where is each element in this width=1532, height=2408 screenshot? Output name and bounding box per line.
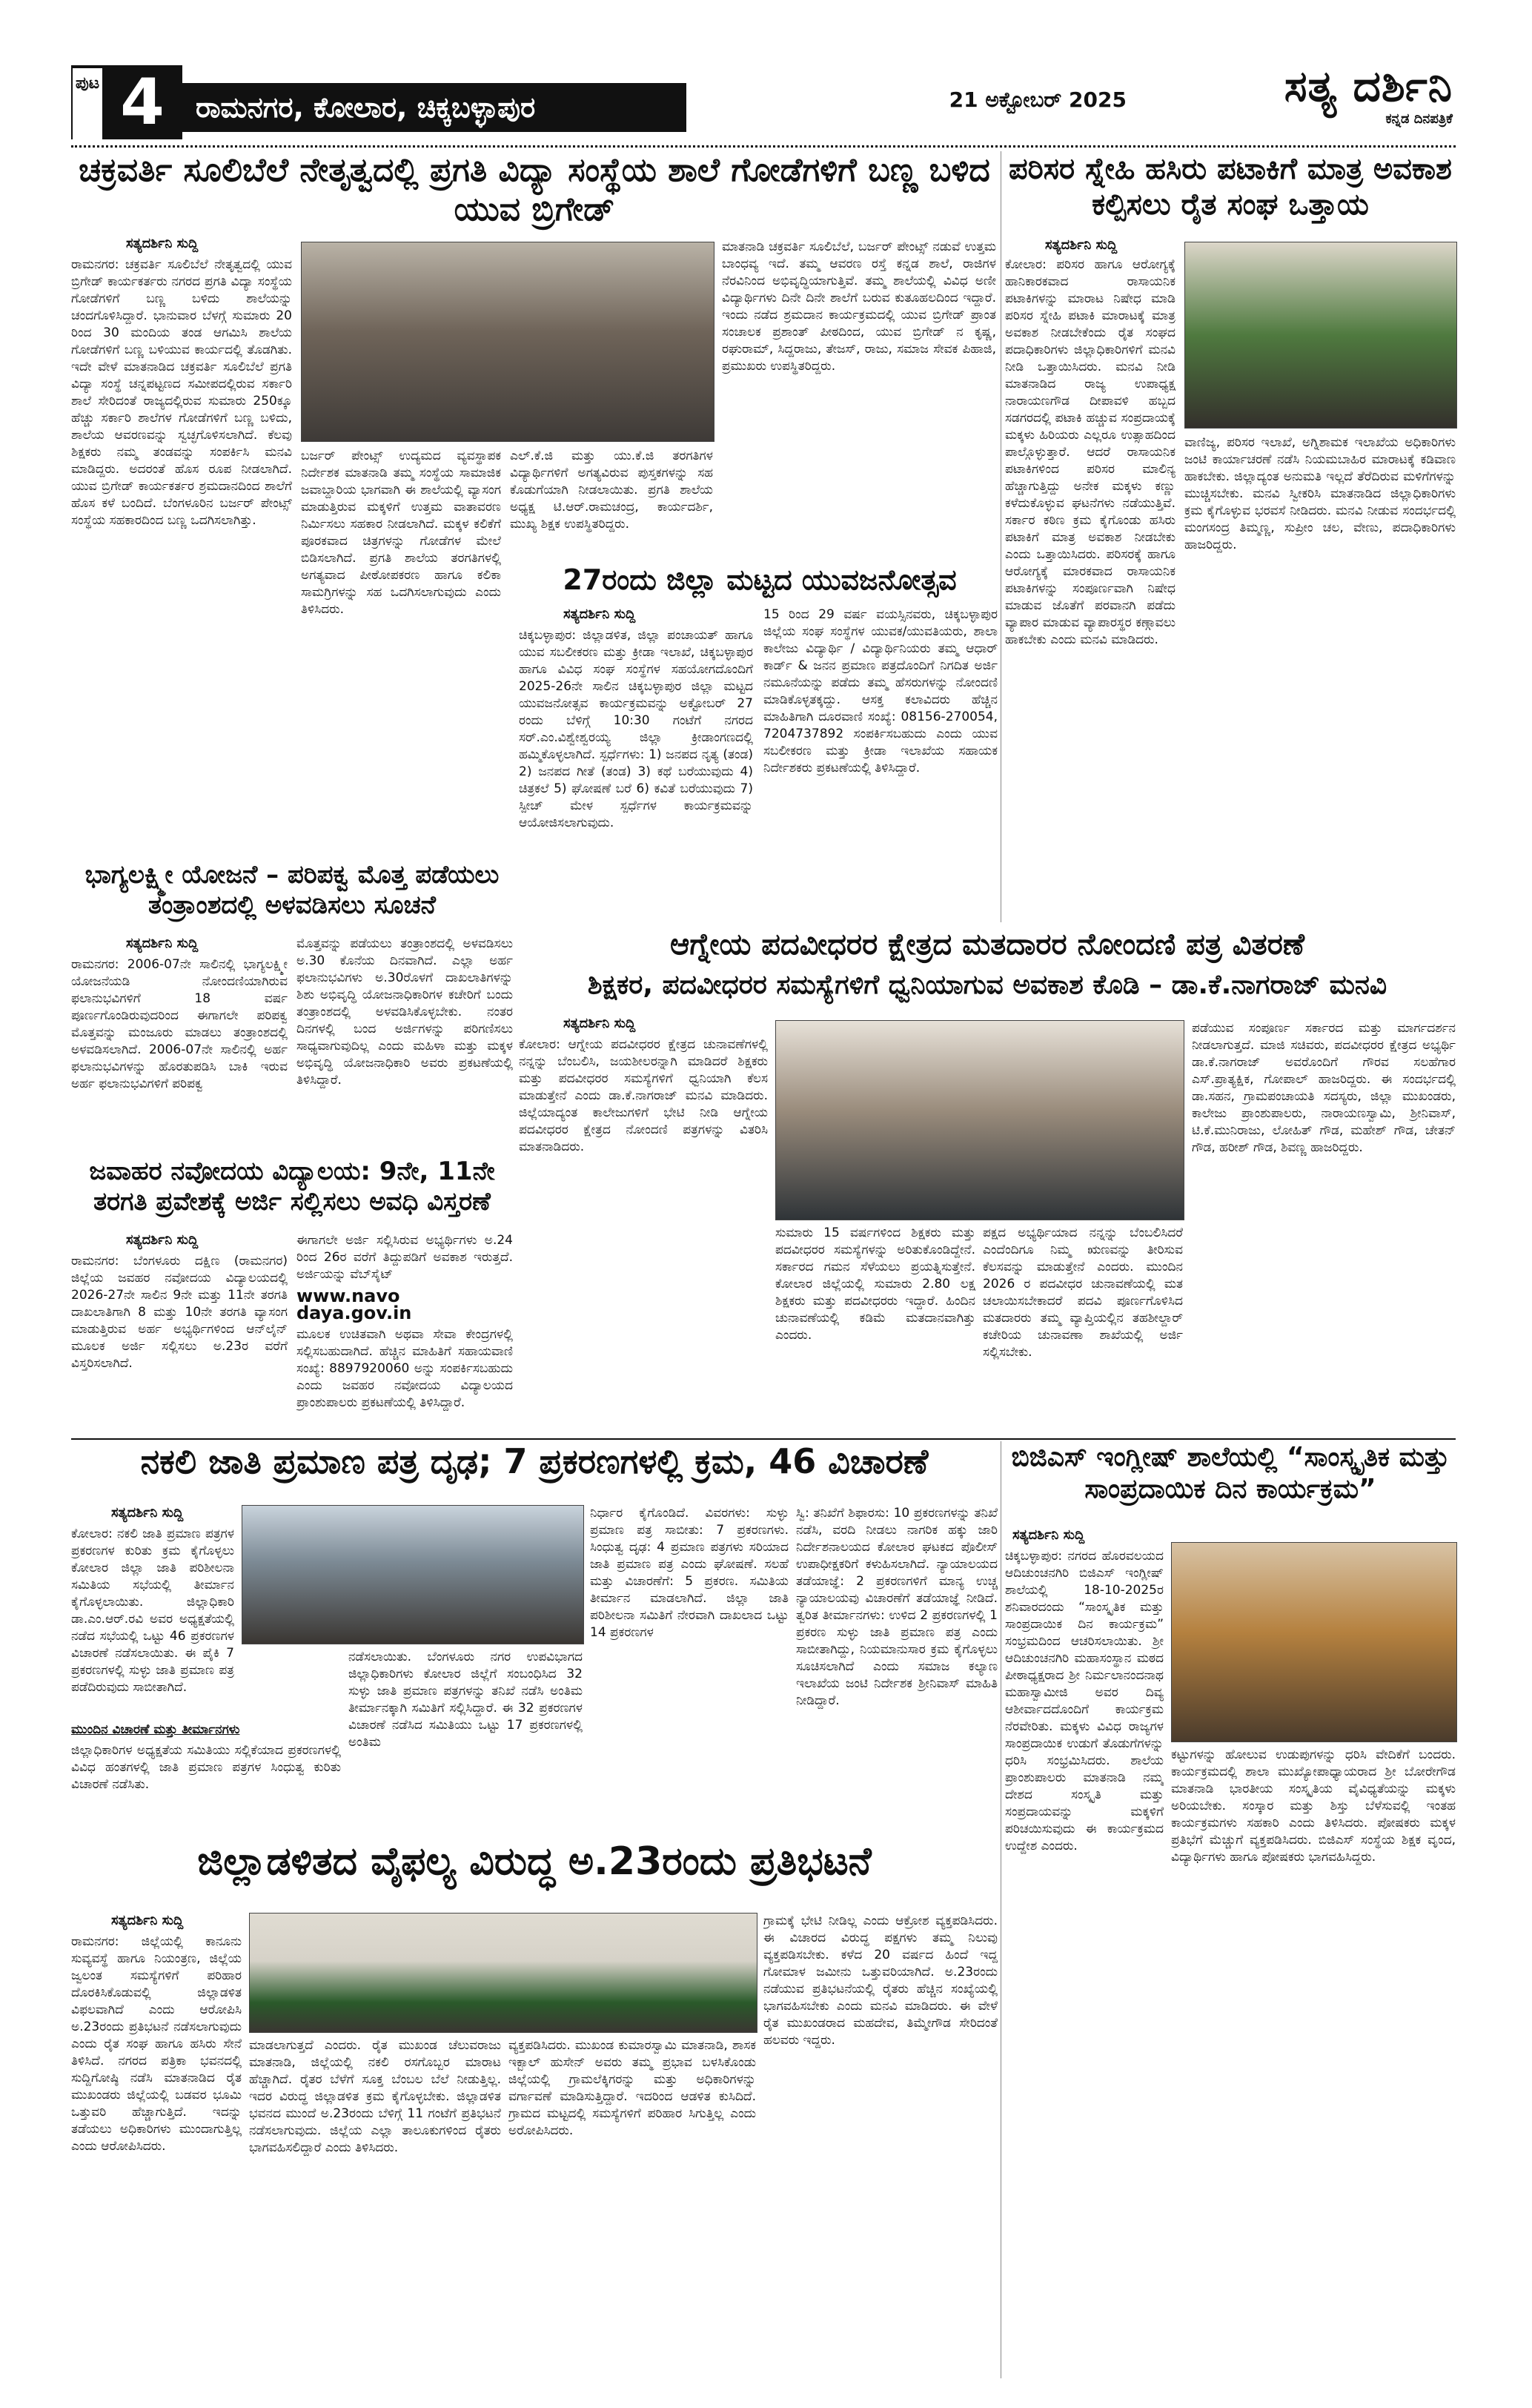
story3-headline: 27ರಂದು ಜಿಲ್ಲಾ ಮಟ್ಟದ ಯುವಜನೋತ್ಸವ [563, 563, 957, 596]
story1-photo-caption: ಎಲ್.ಕೆ.ಜಿ ಮತ್ತು ಯು.ಕೆ.ಜಿ ತರಗತಿಗಳ ವಿದ್ಯಾರ್ಥಿಗಳಿಗೆ ಅಗತ್ಯವಿರುವ ಪುಸ್ತಕಗಳನ್ನು ಸಹ ಕೊಡುಗೆಯಾಗಿ ನೀಡಲಾಯಿತು. ಪ್ರಗತಿ ಶಾಲೆಯ ಅಧ್ಯಕ್ಷ ಟಿ.ಆರ್.ರಾಮಚಂದ್ರ, ಕಾರ್ಯದರ್ಶಿ, ಮುಖ್ಯ ಶಿಕ್ಷಕ ಉಪಸ್ಥಿತರಿದ್ದರು. [510, 449, 713, 532]
story1-byline: ಸತ್ಯದರ್ಶಿನಿ ಸುದ್ದಿ [126, 236, 199, 251]
story1-column-3: ಮಾತನಾಡಿ ಚಕ್ರವರ್ತಿ ಸೂಲಿಬೆಲೆ, ಬರ್ಜರ್ ಪೇಂಟ್ಸ್ ನಡುವೆ ಉತ್ತಮ ಬಾಂಧವ್ಯ ಇದೆ. ತಮ್ಮ ಆವರಣ ರಸ್ತೆ ಕನ್ನಡ ಶಾಲೆ, ರಾಜಿಗಳ ನೆರವಿನಿಂದ ಅಭಿವೃದ್ಧಿಯಾಗುತ್ತಿವೆ. ತಮ್ಮ ಶಾಲೆಯಲ್ಲಿ ವಿವಿಧ ಅಣೀ ವಿದ್ಯಾರ್ಥಿಗಳು ದಿನೇ ದಿನೇ ಶಾಲೆಗೆ ಬರುವ ಕುತೂಹಲದಿಂದ ಇದ್ದಾರೆ. ಇಂದು ನಡೆದ ಶ್ರಮದಾನ ಕಾರ್ಯಕ್ರಮದಲ್ಲಿ ಯುವ ಬ್ರಿಗೇಡ್ ಪ್ರಾಂತ ಸಂಚಾಲಕ ಪ್ರಶಾಂತ್ ಪೀಠದಿಂದ, ಯುವ ಬ್ರಿಗೇಡ್ ನ ಕೃಷ್ಣ, ರಘುರಾಮ್, ಸಿದ್ದರಾಜು, ತೇಜಸ್, ರಾಜು, ಸಮಾಜ ಸೇವಕ ಪಿಹಾಜಿ, ಪ್ರಮುಖರು ಉಪಸ್ಥಿತರಿದ್ದರು. [722, 239, 996, 374]
story5-column-1: ರಾಮನಗರ: ಬೆಂಗಳೂರು ದಕ್ಷಿಣ (ರಾಮನಗರ) ಜಿಲ್ಲೆಯ ಜವಹರ ನವೋದಯ ವಿದ್ಯಾಲಯದಲ್ಲಿ 2026-27ನೇ ಸಾಲಿನ 9ನೇ ಮತ್ತು 11ನೇ ತರಗತಿ ದಾಖಲಾತಿಗಾಗಿ 8 ಮತ್ತು 10ನೇ ತರಗತಿ ವ್ಯಾಸಂಗ ಮಾಡುತ್ತಿರುವ ಅರ್ಹ ಅಭ್ಯರ್ಥಿಗಳಿಂದ ಆನ್‌ಲೈನ್ ಮೂಲಕ ಅರ್ಜಿ ಸಲ್ಲಿಸಲು ಅ.23ರ ವರೆಗೆ ವಿಸ್ತರಿಸಲಾಗಿದೆ. [71, 1254, 288, 1371]
story1-column-2: ಬರ್ಜರ್ ಪೇಂಟ್ಸ್ ಉದ್ಯಮದ ವ್ಯವಸ್ಥಾಪಕ ನಿರ್ದೇಶಕ ಮಾತನಾಡಿ ತಮ್ಮ ಸಂಸ್ಥೆಯ ಸಾಮಾಜಿಕ ಜವಾಬ್ದಾರಿಯ ಭಾಗವಾಗಿ ಈ ಶಾಲೆಯಲ್ಲಿ ವ್ಯಾಸಂಗ ಮಾಡುತ್ತಿರುವ ಮಕ್ಕಳಿಗೆ ಉತ್ತಮ ವಾತಾವರಣ ನಿರ್ಮಿಸಲು ಸಹಕಾರ ನೀಡಲಾಗಿದೆ. ಮಕ್ಕಳ ಕಲಿಕೆಗೆ ಪೂರಕವಾದ ಚಿತ್ರಗಳನ್ನು ಗೋಡೆಗಳ ಮೇಲೆ ಬಿಡಿಸಲಾಗಿದೆ. ಪ್ರಗತಿ ಶಾಲೆಯ ತರಗತಿಗಳಲ್ಲಿ ಅಗತ್ಯವಾದ ಪೀಠೋಪಕರಣ ಹಾಗೂ ಕಲಿಕಾ ಸಾಮಗ್ರಿಗಳನ್ನು ಸಹ ಒದಗಿಸಲಾಗುವುದು ಎಂದು ತಿಳಿಸಿದರು. [301, 449, 501, 617]
story6-subheadline: ಶಿಕ್ಷಕರ, ಪದವೀಧರರ ಸಮಸ್ಯೆಗಳಿಗೆ ಧ್ವನಿಯಾಗುವ ಅವಕಾಶ ಕೊಡಿ – ಡಾ.ಕೆ.ನಾಗರಾಜ್ ಮನವಿ [587, 970, 1387, 1000]
story6-photo [775, 1020, 1184, 1220]
story4-column-1: ರಾಮನಗರ: 2006-07ನೇ ಸಾಲಿನಲ್ಲಿ ಭಾಗ್ಯಲಕ್ಷ್ಮೀ ಯೋಜನೆಯಡಿ ನೋಂದಣಿಯಾಗಿರುವ ಫಲಾನುಭವಿಗಳಿಗೆ 18 ವರ್ಷ ಪೂರ್ಣಗೊಂಡಿರುವುದರಿಂದ ಈಗಾಗಲೇ ಪರಿಪಕ್ವ ಮೊತ್ತವನ್ನು ಮಂಜೂರು ಮಾಡಲು ತಂತ್ರಾಂಶದಲ್ಲಿ ಅಳವಡಿಸಲಾಗಿದೆ. 2006-07ನೇ ಸಾಲಿನಲ್ಲಿ ಅರ್ಹ ಫಲಾನುಭವಿಗಳನ್ನು ಹೊರತುಪಡಿಸಿ ಬಾಕಿ ಇರುವ ಅರ್ಹ ಫಲಾನುಭವಿಗಳಿಗೆ ಪರಿಪಕ್ವ [71, 957, 288, 1091]
story7-column-1: ಕೋಲಾರ: ನಕಲಿ ಜಾತಿ ಪ್ರಮಾಣ ಪತ್ರಗಳ ಪ್ರಕರಣಗಳ ಕುರಿತು ಕ್ರಮ ಕೈಗೊಳ್ಳಲು ಕೋಲಾರ ಜಿಲ್ಲಾ ಜಾತಿ ಪರಿಶೀಲನಾ ಸಮಿತಿಯ ಸಭೆಯಲ್ಲಿ ತೀರ್ಮಾನ ಕೈಗೊಳ್ಳಲಾಯಿತು. ಜಿಲ್ಲಾಧಿಕಾರಿ ಡಾ.ಎಂ.ಆರ್.ರವಿ ಅವರ ಅಧ್ಯಕ್ಷತೆಯಲ್ಲಿ ನಡೆದ ಸಭೆಯಲ್ಲಿ ಒಟ್ಟು 46 ಪ್ರಕರಣಗಳ ವಿಚಾರಣೆ ನಡೆಸಲಾಯಿತು. ಈ ಪೈಕಿ 7 ಪ್ರಕರಣಗಳಲ್ಲಿ ಸುಳ್ಳು ಜಾತಿ ಪ್ರಮಾಣ ಪತ್ರ ಪಡೆದಿರುವುದು ಸಾಬೀತಾಗಿದೆ. [71, 1526, 234, 1695]
story6-column-4: ಪಡೆಯುವ ಸಂಪೂರ್ಣ ಸರ್ಕಾರದ ಮತ್ತು ಮಾರ್ಗದರ್ಶನ ನೀಡಲಾಗುತ್ತದೆ. ಮಾಜಿ ಸಚಿವರು, ಪದವೀಧರರ ಕ್ಷೇತ್ರದ ಅಭ್ಯರ್ಥಿ ಡಾ.ಕೆ.ನಾಗರಾಜ್ ಅವರೊಂದಿಗೆ ಗೌರವ ಸಲಹೆಗಾರ ಎಸ್.ಪ್ರಾತ್ಯಕ್ಷಿಕ, ಗೋಪಾಲ್ ಹಾಜರಿದ್ದರು. ಈ ಸಂದರ್ಭದಲ್ಲಿ ಡಾ.ಸಹನ, ಗ್ರಾಮಪಂಚಾಯತಿ ಸದಸ್ಯರು, ಜಿಲ್ಲಾ ಮುಖಂಡರು, ಕಾಲೇಜು ಪ್ರಾಂಶುಪಾಲರು, ನಾರಾಯಣಸ್ವಾಮಿ, ಶ್ರೀನಿವಾಸ್, ಟಿ.ಕೆ.ಮುನಿರಾಜು, ಲೋಹಿತ್ ಗೌಡ, ಮಹೇಶ್ ಗೌಡ, ಚೇತನ್ ಗೌಡ, ಹರೀಶ್ ಗೌಡ, ಶಿವಣ್ಣ ಹಾಜರಿದ್ದರು. [1192, 1021, 1456, 1155]
story4-headline: ಭಾಗ್ಯಲಕ್ಷ್ಮೀ ಯೋಜನೆ – ಪರಿಪಕ್ವ ಮೊತ್ತ ಪಡೆಯಲು ತಂತ್ರಾಂಶದಲ್ಲಿ ಅಳವಡಿಸಲು ಸೂಚನೆ [84, 860, 500, 920]
story7-column-1b: ಜಿಲ್ಲಾಧಿಕಾರಿಗಳ ಅಧ್ಯಕ್ಷತೆಯ ಸಮಿತಿಯು ಸಲ್ಲಿಕೆಯಾದ ಪ್ರಕರಣಗಳಲ್ಲಿ ವಿವಿಧ ಹಂತಗಳಲ್ಲಿ ಜಾತಿ ಪ್ರಮಾಣ ಪತ್ರಗಳ ಸಿಂಧುತ್ವ ಕುರಿತು ವಿಚಾರಣೆ ನಡೆಸಿತು. [71, 1743, 341, 1792]
story9-photo [249, 1913, 757, 2033]
section-title: ರಾಮನಗರ, ಕೋಲಾರ, ಚಿಕ್ಕಬಳ್ಳಾಪುರ [182, 83, 686, 132]
navodaya-url: www.navo daya.gov.in [296, 1286, 412, 1323]
story4-byline: ಸತ್ಯದರ್ಶಿನಿ ಸುದ್ದಿ [126, 936, 199, 951]
story5-byline: ಸತ್ಯದರ್ಶಿನಿ ಸುದ್ದಿ [126, 1232, 199, 1248]
story2-photo [1184, 242, 1457, 429]
masthead: ಸತ್ಯ ದರ್ಶಿನಿ [1284, 61, 1453, 111]
story7-column-4: ಸ್ವಿ: ತನಿಖೆಗೆ ಶಿಫಾರಸು: 10 ಪ್ರಕರಣಗಳನ್ನು ತನಿಖೆ ನಡೆಸಿ, ವರದಿ ನೀಡಲು ನಾಗರಿಕ ಹಕ್ಕು ಜಾರಿ ನಿರ್ದೇಶನಾಲಯದ ಕೋಲಾರ ಘಟಕದ ಪೊಲೀಸ್ ಉಪಾಧೀಕ್ಷಕರಿಗೆ ಕಳುಹಿಸಲಾಗಿದೆ. ನ್ಯಾಯಾಲಯದ ತಡೆಯಾಜ್ಞೆ: 2 ಪ್ರಕರಣಗಳಿಗೆ ಮಾನ್ಯ ಉಚ್ಚ ನ್ಯಾಯಾಲಯವು ವಿಚಾರಣೆಗೆ ತಡೆಯಾಜ್ಞೆ ನೀಡಿದೆ. ತ್ವರಿತ ತೀರ್ಮಾನಗಳು: ಉಳಿದ 2 ಪ್ರಕರಣಗಳಲ್ಲಿ 1 ಪ್ರಕರಣ ಸುಳ್ಳು ಜಾತಿ ಪ್ರಮಾಣ ಪತ್ರ ಎಂದು ಸಾಬೀತಾಗಿದ್ದು, ನಿಯಮಾನುಸಾರ ಕ್ರಮ ಕೈಗೊಳ್ಳಲು ಸೂಚಿಸಲಾಗಿದೆ ಎಂದು ಸಮಾಜ ಕಲ್ಯಾಣ ಇಲಾಖೆಯ ಜಂಟಿ ನಿರ್ದೇಶಕ ಶ್ರೀನಿವಾಸ್ ಮಾಹಿತಿ ನೀಡಿದ್ದಾರೆ. [796, 1506, 998, 1708]
story1-photo [301, 242, 714, 442]
masthead-tagline: ಕನ್ನಡ ದಿನಪತ್ರಿಕೆ [1385, 111, 1453, 127]
story7-photo [242, 1505, 584, 1644]
story8-byline: ಸತ್ಯದರ್ಶಿನಿ ಸುದ್ದಿ [1012, 1527, 1085, 1543]
story1-column-1: ರಾಮನಗರ: ಚಕ್ರವರ್ತಿ ಸೂಲಿಬೆಲೆ ನೇತೃತ್ವದಲ್ಲಿ ಯುವ ಬ್ರಿಗೇಡ್ ಕಾರ್ಯಕರ್ತರು ನಗರದ ಪ್ರಗತಿ ವಿದ್ಯಾ ಸಂಸ್ಥೆಯ ಗೋಡೆಗಳಿಗೆ ಬಣ್ಣ ಬಳಿದು ಶಾಲೆಯನ್ನು ಚಂದಗೊಳಿಸಿದ್ದಾರೆ. ಭಾನುವಾರ ಬೆಳಗ್ಗೆ ಸುಮಾರು 20 ರಿಂದ 30 ಮಂದಿಯ ತಂಡ ಆಗಮಿಸಿ ಶಾಲೆಯ ಗೋಡೆಗಳಿಗೆ ಬಣ್ಣ ಬಳಿಯುವ ಕಾರ್ಯದಲ್ಲಿ ತೊಡಗಿತು. ಇದೇ ವೇಳೆ ಮಾತನಾಡಿದ ಚಕ್ರವರ್ತಿ ಸೂಲಿಬೆಲೆ ಪ್ರಗತಿ ವಿದ್ಯಾ ಸಂಸ್ಥೆ ಚನ್ನಪಟ್ಟಣದ ಸಮೀಪದಲ್ಲಿರುವ ಸರ್ಕಾರಿ ಶಾಲೆ ಸೇರಿದಂತೆ ರಾಜ್ಯದಲ್ಲಿರುವ ಸುಮಾರು 250ಕ್ಕೂ ಹೆಚ್ಚು ಸರ್ಕಾರಿ ಶಾಲೆಗಳ ಗೋಡೆಗಳಿಗೆ ಬಣ್ಣ ಬಳಿದು, ಶಾಲೆಯ ಆವರಣವನ್ನು ಸ್ವಚ್ಛಗೊಳಿಸಲಾಗಿದೆ. ಕೆಲವು ಶಿಕ್ಷಕರು ನಮ್ಮ ತಂಡವನ್ನು ಸಂಪರ್ಕಿಸಿ ಮನವಿ ಮಾಡಿದ್ದರು. ಅದರಂತೆ ಹೊಸ ರೂಪ ನೀಡಲಾಗಿದೆ. ಯುವ ಬ್ರಿಗೇಡ್ ಕಾರ್ಯಕರ್ತರ ಶ್ರಮದಾನದಿಂದ ಶಾಲೆಗೆ ಹೊಸ ಕಳೆ ಬಂದಿದೆ. ಬೆಂಗಳೂರಿನ ಬರ್ಜರ್ ಪೇಂಟ್ಸ್ ಸಂಸ್ಥೆಯ ಸಹಕಾರದಿಂದ ಬಣ್ಣ ಒದಗಿಸಲಾಗಿತ್ತು. [71, 257, 292, 528]
story3-byline: ಸತ್ಯದರ್ಶಿನಿ ಸುದ್ದಿ [563, 606, 636, 622]
story8-column-1: ಚಿಕ್ಕಬಳ್ಳಾಪುರ: ನಗರದ ಹೊರವಲಯದ ಆದಿಚುಂಚನಗಿರಿ ಬಿಜಿಎಸ್ ಇಂಗ್ಲೀಷ್ ಶಾಲೆಯಲ್ಲಿ 18-10-2025ರ ಶನಿವಾರದಂದು “ಸಾಂಸ್ಕೃತಿಕ ಮತ್ತು ಸಾಂಪ್ರದಾಯಿಕ ದಿನ ಕಾರ್ಯಕ್ರಮ” ಸಂಭ್ರಮದಿಂದ ಆಚರಿಸಲಾಯಿತು. ಶ್ರೀ ಆದಿಚುಂಚನಗಿರಿ ಮಹಾಸಂಸ್ಥಾನ ಮಠದ ಪೀಠಾಧ್ಯಕ್ಷರಾದ ಶ್ರೀ ನಿರ್ಮಲಾನಂದನಾಥ ಮಹಾಸ್ವಾಮೀಜಿ ಅವರ ದಿವ್ಯ ಆಶೀರ್ವಾದದೊಂದಿಗೆ ಕಾರ್ಯಕ್ರಮ ನೆರವೇರಿತು. ಮಕ್ಕಳು ವಿವಿಧ ರಾಜ್ಯಗಳ ಸಾಂಪ್ರದಾಯಿಕ ಉಡುಗೆ ತೊಡುಗೆಗಳನ್ನು ಧರಿಸಿ ಸಂಭ್ರಮಿಸಿದರು. ಶಾಲೆಯ ಪ್ರಾಂಶುಪಾಲರು ಮಾತನಾಡಿ ನಮ್ಮ ದೇಶದ ಸಂಸ್ಕೃತಿ ಮತ್ತು ಸಂಪ್ರದಾಯವನ್ನು ಮಕ್ಕಳಿಗೆ ಪರಿಚಯಿಸುವುದು ಈ ಕಾರ್ಯಕ್ರಮದ ಉದ್ದೇಶ ಎಂದರು. [1005, 1549, 1164, 1853]
story9-column-3: ವ್ಯಕ್ತಪಡಿಸಿದರು. ಮುಖಂಡ ಕುಮಾರಸ್ವಾಮಿ ಮಾತನಾಡಿ, ಶಾಸಕ ಇಕ್ಬಾಲ್ ಹುಸೇನ್ ಅವರು ತಮ್ಮ ಪ್ರಭಾವ ಬಳಸಿಕೊಂಡು ಜಿಲ್ಲೆಯಲ್ಲಿ ಗ್ರಾಮಲೆಕ್ಕಿಗರನ್ನು ಮತ್ತು ಅಧಿಕಾರಿಗಳನ್ನು ವರ್ಗಾವಣೆ ಮಾಡಿಸುತ್ತಿದ್ದಾರೆ. ಇದರಿಂದ ಆಡಳಿತ ಕುಸಿದಿದೆ. ಗ್ರಾಮದ ಮಟ್ಟದಲ್ಲಿ ಸಮಸ್ಯೆಗಳಿಗೆ ಪರಿಹಾರ ಸಿಗುತ್ತಿಲ್ಲ ಎಂದು ಅರೋಪಿಸಿದರು. [508, 2038, 756, 2138]
story6-headline: ಆಗ್ನೇಯ ಪದವೀಧರರ ಕ್ಷೇತ್ರದ ಮತದಾರರ ನೋಂದಣಿ ಪತ್ರ ವಿತರಣೆ [669, 927, 1305, 962]
story9-headline: ಜಿಲ್ಲಾಡಳಿತದ ವೈಫಲ್ಯ ವಿರುದ್ಧ ಅ.23ರಂದು ಪ್ರತಿಭಟನೆ [197, 1839, 872, 1884]
header-rule [71, 145, 1456, 148]
story7-byline: ಸತ್ಯದರ್ಶಿನಿ ಸುದ್ದಿ [111, 1505, 184, 1521]
story6-column-3: ಪಕ್ಷದ ಅಭ್ಯರ್ಥಿಯಾದ ನನ್ನನ್ನು ಬೆಂಬಲಿಸಿದರೆ ಎಂದೆಂದಿಗೂ ನಿಮ್ಮ ಋಣವನ್ನು ತೀರಿಸುವ ಕೆಲಸವನ್ನು ಮಾಡುತ್ತೇನೆ ಎಂದರು. ಮುಂದಿನ 2026 ರ ಪದವೀಧರ ಚುನಾವಣೆಯಲ್ಲಿ ಮತ ಚಲಾಯಿಸಬೇಕಾದರೆ ಪದವಿ ಪೂರ್ಣಗೊಳಿಸಿದ ಮತದಾರರು ತಮ್ಮ ವ್ಯಾಪ್ತಿಯಲ್ಲಿನ ತಹಶೀಲ್ದಾರ್ ಕಚೇರಿಯ ಚುನಾವಣಾ ಶಾಖೆಯಲ್ಲಿ ಅರ್ಜಿ ಸಲ್ಲಿಸಬೇಕು. [983, 1226, 1183, 1360]
story2-column-2: ವಾಣಿಜ್ಯ, ಪರಿಸರ ಇಲಾಖೆ, ಅಗ್ನಿಶಾಮಕ ಇಲಾಖೆಯ ಅಧಿಕಾರಿಗಳು ಜಂಟಿ ಕಾರ್ಯಾಚರಣೆ ನಡೆಸಿ ನಿಯಮಬಾಹಿರ ಮಾರಾಟಕ್ಕೆ ಕಡಿವಾಣ ಹಾಕಬೇಕು. ಜಿಲ್ಲಾದ್ಯಂತ ಅನುಮತಿ ಇಲ್ಲದೆ ತೆರೆದಿರುವ ಮಳಿಗೆಗಳನ್ನು ಮುಚ್ಚಿಸಬೇಕು. ಮನವಿ ಸ್ವೀಕರಿಸಿ ಮಾತನಾಡಿದ ಜಿಲ್ಲಾಧಿಕಾರಿಗಳು ಕ್ರಮ ಕೈಗೊಳ್ಳುವ ಭರವಸೆ ನೀಡಿದರು. ಮನವಿ ನೀಡುವ ಸಂದರ್ಭದಲ್ಲಿ ಮಂಗಸಂದ್ರ ತಿಮ್ಮಣ್ಣ, ಸುಪ್ರೀಂ ಚಲ, ವೇಣು, ಪದಾಧಿಕಾರಿಗಳು ಹಾಜರಿದ್ದರು. [1184, 435, 1456, 552]
story7-column-3: ನಿರ್ಧಾರ ಕೈಗೊಂಡಿದೆ. ವಿವರಗಳು: ಸುಳ್ಳು ಪ್ರಮಾಣ ಪತ್ರ ಸಾಬೀತು: 7 ಪ್ರಕರಣಗಳು. ಸಿಂಧುತ್ವ ದೃಢ: 4 ಪ್ರಮಾಣ ಪತ್ರಗಳು ಸರಿಯಾದ ಜಾತಿ ಪ್ರಮಾಣ ಪತ್ರ ಎಂದು ಘೋಷಣೆ. ಸಲಹೆ ಮತ್ತು ವಿಚಾರಣೆಗೆ: 5 ಪ್ರಕರಣ. ಸಮಿತಿಯ ತೀರ್ಮಾನ ಮಾಡಲಾಗಿದೆ. ಜಿಲ್ಲಾ ಜಾತಿ ಪರಿಶೀಲನಾ ಸಮಿತಿಗೆ ನೇರವಾಗಿ ದಾಖಲಾದ ಒಟ್ಟು 14 ಪ್ರಕರಣಗಳ [590, 1506, 789, 1640]
story5-column-2: ಈಗಾಗಲೇ ಅರ್ಜಿ ಸಲ್ಲಿಸಿರುವ ಅಭ್ಯರ್ಥಿಗಳು ಅ.24 ರಿಂದ 26ರ ವರೆಗೆ ತಿದ್ದುಪಡಿಗೆ ಅವಕಾಶ ಇರುತ್ತದೆ. ಅರ್ಜಿಯನ್ನು ವೆಬ್‌ಸೈಟ್ www.navo daya.gov.in ಮೂಲಕ ಉಚಿತವಾಗಿ ಅಥವಾ ಸೇವಾ ಕೇಂದ್ರಗಳಲ್ಲಿ ಸಲ್ಲಿಸಬಹುದಾಗಿದೆ. ಹೆಚ್ಚಿನ ಮಾಹಿತಿಗೆ ಸಹಾಯವಾಣಿ ಸಂಖ್ಯೆ: 8897920060 ಅನ್ನು ಸಂಪರ್ಕಿಸಬಹುದು ಎಂದು ಜವಹರ ನವೋದಯ ವಿದ್ಯಾಲಯದ ಪ್ರಾಂಶುಪಾಲರು ಪ್ರಕಟಣೆಯಲ್ಲಿ ತಿಳಿಸಿದ್ದಾರೆ. [296, 1233, 513, 1410]
story2-column-1: ಕೋಲಾರ: ಪರಿಸರ ಹಾಗೂ ಆರೋಗ್ಯಕ್ಕೆ ಹಾನಿಕಾರಕವಾದ ರಾಸಾಯನಿಕ ಪಟಾಕಿಗಳನ್ನು ಮಾರಾಟ ನಿಷೇಧ ಮಾಡಿ ಪರಿಸರ ಸ್ನೇಹಿ ಪಟಾಕಿ ಮಾರಾಟಕ್ಕೆ ಮಾತ್ರ ಅವಕಾಶ ನೀಡಬೇಕೆಂದು ರೈತ ಸಂಘದ ಪದಾಧಿಕಾರಿಗಳು ಜಿಲ್ಲಾಧಿಕಾರಿಗಳಿಗೆ ಮನವಿ ನೀಡಿ ಒತ್ತಾಯಿಸಿದರು. ಮನವಿ ನೀಡಿ ಮಾತನಾಡಿದ ರಾಜ್ಯ ಉಪಾಧ್ಯಕ್ಷ ನಾರಾಯಣಗೌಡ ದೀಪಾವಳಿ ಹಬ್ಬದ ಸಡಗರದಲ್ಲಿ ಪಟಾಕಿ ಹಚ್ಚುವ ಸಂಪ್ರದಾಯಕ್ಕೆ ಮಕ್ಕಳು ಹಿರಿಯರು ಎಲ್ಲರೂ ಉತ್ಸಾಹದಿಂದ ಪಾಲ್ಗೊಳ್ಳುತ್ತಾರೆ. ಆದರೆ ರಾಸಾಯನಿಕ ಪಟಾಕಿಗಳಿಂದ ಪರಿಸರ ಮಾಲಿನ್ಯ ಹೆಚ್ಚಾಗುತ್ತಿದ್ದು ಅನೇಕ ಮಕ್ಕಳು ಕಣ್ಣು ಕಳೆದುಕೊಳ್ಳುವ ಘಟನೆಗಳು ನಡೆಯುತ್ತಿವೆ. ಸರ್ಕಾರ ಕಠಿಣ ಕ್ರಮ ಕೈಗೊಂಡು ಹಸಿರು ಪಟಾಕಿಗೆ ಮಾತ್ರ ಅವಕಾಶ ನೀಡಬೇಕು ಎಂದು ಒತ್ತಾಯಿಸಿದರು. ಪರಿಸರಕ್ಕೆ ಹಾಗೂ ಆರೋಗ್ಯಕ್ಕೆ ಮಾರಕವಾದ ರಾಸಾಯನಿಕ ಪಟಾಕಿಗಳನ್ನು ಸಂಪೂರ್ಣವಾಗಿ ನಿಷೇಧ ಮಾಡುವ ಜೊತೆಗೆ ಪರವಾನಗಿ ಪಡೆದು ವ್ಯಾಪಾರ ಮಾಡುವ ವ್ಯಾಪಾರಸ್ಥರ ಕಣ್ಗಾವಲು ಹಾಕಬೇಕು ಎಂದು ಮನವಿ ಮಾಡಿದರು. [1005, 257, 1175, 647]
story8-headline: ಬಿಜಿಎಸ್ ಇಂಗ್ಲೀಷ್ ಶಾಲೆಯಲ್ಲಿ “ಸಾಂಸ್ಕೃತಿಕ ಮತ್ತು ಸಾಂಪ್ರದಾಯಿಕ ದಿನ ಕಾರ್ಯಕ್ರಮ” [1011, 1442, 1450, 1505]
story9-column-4: ಗ್ರಾಮಕ್ಕೆ ಭೇಟಿ ನೀಡಿಲ್ಲ ಎಂದು ಆಕ್ರೋಶ ವ್ಯಕ್ತಪಡಿಸಿದರು. ಈ ವಿಚಾರದ ವಿರುದ್ಧ ಪಕ್ಷಗಳು ತಮ್ಮ ನಿಲುವು ವ್ಯಕ್ತಪಡಿಸಬೇಕು. ಕಳೆದ 20 ವರ್ಷದ ಹಿಂದೆ ಇದ್ದ ಗೋಮಾಳ ಜಮೀನು ಒತ್ತುವರಿಯಾಗಿದೆ. ಅ.23ರಂದು ನಡೆಯುವ ಪ್ರತಿಭಟನೆಯಲ್ಲಿ ರೈತರು ಹೆಚ್ಚಿನ ಸಂಖ್ಯೆಯಲ್ಲಿ ಭಾಗವಹಿಸಬೇಕು ಎಂದು ಮನವಿ ಮಾಡಿದರು. ಈ ವೇಳೆ ರೈತ ಮುಖಂಡರಾದ ಮಹದೇವ, ತಿಮ್ಮೇಗೌಡ ಸೇರಿದಂತೆ ಹಲವರು ಇದ್ದರು. [763, 1914, 998, 2048]
story9-byline: ಸತ್ಯದರ್ಶಿನಿ ಸುದ್ದಿ [111, 1913, 184, 1928]
story6-photo-caption: ಸುಮಾರು 15 ವರ್ಷಗಳಿಂದ ಶಿಕ್ಷಕರು ಮತ್ತು ಪದವೀಧರರ ಸಮಸ್ಯೆಗಳನ್ನು ಅರಿತುಕೊಂಡಿದ್ದೇನೆ. ಸರ್ಕಾರದ ಗಮನ ಸೆಳೆಯಲು ಪ್ರಯತ್ನಿಸುತ್ತೇನೆ. ಕೋಲಾರ ಜಿಲ್ಲೆಯಲ್ಲಿ ಸುಮಾರು 2.80 ಲಕ್ಷ ಶಿಕ್ಷಕರು ಮತ್ತು ಪದವೀಧರರು ಇದ್ದಾರೆ. ಹಿಂದಿನ ಚುನಾವಣೆಯಲ್ಲಿ ಕಡಿಮೆ ಮತದಾನವಾಗಿತ್ತು ಎಂದರು. [775, 1226, 975, 1343]
page-number: 4 [120, 65, 165, 139]
story8-column-2: ಕಟ್ಟುಗಳನ್ನು ಹೋಲುವ ಉಡುಪುಗಳನ್ನು ಧರಿಸಿ ವೇದಿಕೆಗೆ ಬಂದರು. ಕಾರ್ಯಕ್ರಮದಲ್ಲಿ ಶಾಲಾ ಮುಖ್ಯೋಪಾಧ್ಯಾಯರಾದ ಶ್ರೀ ಬೋರೇಗೌಡ ಮಾತನಾಡಿ ಭಾರತೀಯ ಸಂಸ್ಕೃತಿಯ ವೈವಿಧ್ಯತೆಯನ್ನು ಮಕ್ಕಳು ಅರಿಯಬೇಕು. ಸಂಸ್ಕಾರ ಮತ್ತು ಶಿಸ್ತು ಬೆಳೆಸುವಲ್ಲಿ ಇಂತಹ ಕಾರ್ಯಕ್ರಮಗಳು ಸಹಕಾರಿ ಎಂದು ತಿಳಿಸಿದರು. ಪೋಷಕರು ಮಕ್ಕಳ ಪ್ರತಿಭೆಗೆ ಮೆಚ್ಚುಗೆ ವ್ಯಕ್ತಪಡಿಸಿದರು. ಬಿಜಿಎಸ್ ಸಂಸ್ಥೆಯ ಶಿಕ್ಷಕ ವೃಂದ, ವಿದ್ಯಾರ್ಥಿಗಳು ಹಾಗೂ ಪೋಷಕರು ಭಾಗವಹಿಸಿದ್ದರು. [1171, 1747, 1456, 1865]
story2-headline: ಪರಿಸರ ಸ್ನೇಹಿ ಹಸಿರು ಪಟಾಕಿಗೆ ಮಾತ್ರ ಅವಕಾಶ ಕಲ್ಪಿಸಲು ರೈತ ಸಂಘ ಒತ್ತಾಯ [1009, 152, 1452, 222]
story3-column-2: 15 ರಿಂದ 29 ವರ್ಷ ವಯಸ್ಸಿನವರು, ಚಿಕ್ಕಬಳ್ಳಾಪುರ ಜಿಲ್ಲೆಯ ಸಂಘ ಸಂಸ್ಥೆಗಳ ಯುವಕ/ಯುವತಿಯರು, ಶಾಲಾ ಕಾಲೇಜು ವಿದ್ಯಾರ್ಥಿ / ವಿದ್ಯಾರ್ಥಿನಿಯರು ತಮ್ಮ ಆಧಾರ್ ಕಾರ್ಡ್ & ಜನನ ಪ್ರಮಾಣ ಪತ್ರದೊಂದಿಗೆ ನಿಗದಿತ ಅರ್ಜಿ ನಮೂನೆಯನ್ನು ಪಡೆದು ತಮ್ಮ ಹೆಸರುಗಳನ್ನು ನೋಂದಣಿ ಮಾಡಿಕೊಳ್ಳತಕ್ಕದ್ದು. ಆಸಕ್ತ ಕಲಾವಿದರು ಹೆಚ್ಚಿನ ಮಾಹಿತಿಗಾಗಿ ದೂರವಾಣಿ ಸಂಖ್ಯೆ: 08156-270054, 7204737892 ಸಂಪರ್ಕಿಸಬಹುದು ಎಂದು ಯುವ ಸಬಲೀಕರಣ ಮತ್ತು ಕ್ರೀಡಾ ಇಲಾಖೆಯ ಸಹಾಯಕ ನಿರ್ದೇಶಕರು ಪ್ರಕಟಣೆಯಲ್ಲಿ ತಿಳಿಸಿದ್ದಾರೆ. [763, 607, 998, 775]
page-side-label: ಪುಟ [73, 68, 102, 142]
story1-headline: ಚಕ್ರವರ್ತಿ ಸೂಲಿಬೆಲೆ ನೇತೃತ್ವದಲ್ಲಿ ಪ್ರಗತಿ ವಿದ್ಯಾ ಸಂಸ್ಥೆಯ ಶಾಲೆ ಗೋಡೆಗಳಿಗೆ ಬಣ್ಣ ಬಳಿದ ಯುವ ಬ್ರಿಗೇಡ್ [79, 151, 990, 228]
story7-headline: ನಕಲಿ ಜಾತಿ ಪ್ರಮಾಣ ಪತ್ರ ದೃಢ; 7 ಪ್ರಕರಣಗಳಲ್ಲಿ ಕ್ರಮ, 46 ವಿಚಾರಣೆ [140, 1441, 929, 1481]
story6-byline: ಸತ್ಯದರ್ಶಿನಿ ಸುದ್ದಿ [563, 1016, 636, 1031]
story7-subheading: ಮುಂದಿನ ವಿಚಾರಣೆ ಮತ್ತು ತೀರ್ಮಾನಗಳು [71, 1722, 240, 1737]
story2-byline: ಸತ್ಯದರ್ಶಿನಿ ಸುದ್ದಿ [1045, 237, 1118, 253]
story9-column-2: ಮಾಡಲಾಗುತ್ತದೆ ಎಂದರು. ರೈತ ಮುಖಂಡ ಚೆಲುವರಾಜು ಮಾತನಾಡಿ, ಜಿಲ್ಲೆಯಲ್ಲಿ ನಕಲಿ ರಸಗೊಬ್ಬರ ಮಾರಾಟ ಹೆಚ್ಚಾಗಿದೆ. ರೈತರ ಬೆಳೆಗೆ ಸೂಕ್ತ ಬೆಂಬಲ ಬೆಲೆ ನೀಡುತ್ತಿಲ್ಲ. ಇದರ ವಿರುದ್ಧ ಜಿಲ್ಲಾಡಳಿತ ಕ್ರಮ ಕೈಗೊಳ್ಳಬೇಕು. ಜಿಲ್ಲಾಡಳಿತ ಭವನದ ಮುಂದೆ ಅ.23ರಂದು ಬೆಳಿಗ್ಗೆ 11 ಗಂಟೆಗೆ ಪ್ರತಿಭಟನೆ ನಡೆಸಲಾಗುವುದು. ಜಿಲ್ಲೆಯ ಎಲ್ಲಾ ತಾಲೂಕುಗಳಿಂದ ರೈತರು ಭಾಗವಹಿಸಲಿದ್ದಾರೆ ಎಂದು ತಿಳಿಸಿದರು. [249, 2038, 501, 2155]
story8-photo [1171, 1542, 1457, 1742]
story3-column-1: ಚಿಕ್ಕಬಳ್ಳಾಪುರ: ಜಿಲ್ಲಾಡಳಿತ, ಜಿಲ್ಲಾ ಪಂಚಾಯತ್ ಹಾಗೂ ಯುವ ಸಬಲೀಕರಣ ಮತ್ತು ಕ್ರೀಡಾ ಇಲಾಖೆ, ಚಿಕ್ಕಬಳ್ಳಾಪುರ ಹಾಗೂ ವಿವಿಧ ಸಂಘ ಸಂಸ್ಥೆಗಳ ಸಹಯೋಗದೊಂದಿಗೆ 2025-26ನೇ ಸಾಲಿನ ಚಿಕ್ಕಬಳ್ಳಾಪುರ ಜಿಲ್ಲಾ ಮಟ್ಟದ ಯುವಜನೋತ್ಸವ ಕಾರ್ಯಕ್ರಮವನ್ನು ಅಕ್ಟೋಬರ್ 27 ರಂದು ಬೆಳಿಗ್ಗೆ 10:30 ಗಂಟೆಗೆ ನಗರದ ಸರ್.ಎಂ.ವಿಶ್ವೇಶ್ವರಯ್ಯ ಜಿಲ್ಲಾ ಕ್ರೀಡಾಂಗಣದಲ್ಲಿ ಹಮ್ಮಿಕೊಳ್ಳಲಾಗಿದೆ. ಸ್ಪರ್ಧೆಗಳು: 1) ಜನಪದ ನೃತ್ಯ (ತಂಡ) 2) ಜನಪದ ಗೀತೆ (ತಂಡ) 3) ಕಥೆ ಬರೆಯುವುದು 4) ಚಿತ್ರಕಲೆ 5) ಘೋಷಣೆ ಬರೆ 6) ಕವಿತೆ ಬರೆಯುವುದು 7) ಸ್ಪೀಚ್ ಮೇಳ ಸ್ಪರ್ಧೆಗಳ ಕಾರ್ಯಕ್ರಮವನ್ನು ಆಯೋಜಿಸಲಾಗುವುದು. [519, 628, 753, 830]
story5-headline: ಜವಾಹರ ನವೋದಯ ವಿದ್ಯಾಲಯ: 9ನೇ, 11ನೇ ತರಗತಿ ಪ್ರವೇಶಕ್ಕೆ ಅರ್ಜಿ ಸಲ್ಲಿಸಲು ಅವಧಿ ವಿಸ್ತರಣೆ [89, 1157, 495, 1217]
story7-column-2: ನಡೆಸಲಾಯಿತು. ಬೆಂಗಳೂರು ನಗರ ಉಪವಿಭಾಗದ ಜಿಲ್ಲಾಧಿಕಾರಿಗಳು ಕೋಲಾರ ಜಿಲ್ಲೆಗೆ ಸಂಬಂಧಿಸಿದ 32 ಸುಳ್ಳು ಜಾತಿ ಪ್ರಮಾಣ ಪತ್ರಗಳನ್ನು ತನಿಖೆ ನಡೆಸಿ ಅಂತಿಮ ತೀರ್ಮಾನಕ್ಕಾಗಿ ಸಮಿತಿಗೆ ಸಲ್ಲಿಸಿದ್ದಾರೆ. ಈ 32 ಪ್ರಕರಣಗಳ ವಿಚಾರಣೆ ನಡೆಸಿದ ಸಮಿತಿಯು ಒಟ್ಟು 17 ಪ್ರಕರಣಗಳಲ್ಲಿ ಅಂತಿಮ [348, 1650, 583, 1750]
story9-column-1: ರಾಮನಗರ: ಜಿಲ್ಲೆಯಲ್ಲಿ ಕಾನೂನು ಸುವ್ಯವಸ್ಥೆ ಹಾಗೂ ನಿಯಂತ್ರಣ, ಜಿಲ್ಲೆಯ ಜ್ವಲಂತ ಸಮಸ್ಯೆಗಳಿಗೆ ಪರಿಹಾರ ದೊರಕಿಸಿಕೊಡುವಲ್ಲಿ ಜಿಲ್ಲಾಡಳಿತ ವಿಫಲವಾಗಿದೆ ಎಂದು ಆರೋಪಿಸಿ ಅ.23ರಂದು ಪ್ರತಿಭಟನೆ ನಡೆಸಲಾಗುವುದು ಎಂದು ರೈತ ಸಂಘ ಹಾಗೂ ಹಸಿರು ಸೇನೆ ತಿಳಿಸಿದೆ. ನಗರದ ಪತ್ರಿಕಾ ಭವನದಲ್ಲಿ ಸುದ್ದಿಗೋಷ್ಠಿ ನಡೆಸಿ ಮಾತನಾಡಿದ ರೈತ ಮುಖಂಡರು ಜಿಲ್ಲೆಯಲ್ಲಿ ಬಡವರ ಭೂಮಿ ಒತ್ತುವರಿ ಹೆಚ್ಚಾಗುತ್ತಿದೆ. ಇದನ್ನು ತಡೆಯಲು ಅಧಿಕಾರಿಗಳು ಮುಂದಾಗುತ್ತಿಲ್ಲ ಎಂದು ಆರೋಪಿಸಿದರು. [71, 1934, 242, 2154]
issue-date: 21 ಅಕ್ಟೋಬರ್ 2025 [949, 87, 1127, 112]
story4-column-2: ಮೊತ್ತವನ್ನು ಪಡೆಯಲು ತಂತ್ರಾಂಶದಲ್ಲಿ ಅಳವಡಿಸಲು ಅ.30 ಕೊನೆಯ ದಿನವಾಗಿದೆ. ಎಲ್ಲಾ ಅರ್ಹ ಫಲಾನುಭವಿಗಳು ಅ.30ರೊಳಗೆ ದಾಖಲಾತಿಗಳನ್ನು ಶಿಶು ಅಭಿವೃದ್ಧಿ ಯೋಜನಾಧಿಕಾರಿಗಳ ಕಚೇರಿಗೆ ಬಂದು ತಂತ್ರಾಂಶದಲ್ಲಿ ಅಳವಡಿಸಿಕೊಳ್ಳಬೇಕು. ನಂತರ ದಿನಗಳಲ್ಲಿ ಬಂದ ಅರ್ಜಿಗಳನ್ನು ಪರಿಗಣಿಸಲು ಸಾಧ್ಯವಾಗುವುದಿಲ್ಲ ಎಂದು ಮಹಿಳಾ ಮತ್ತು ಮಕ್ಕಳ ಅಭಿವೃದ್ಧಿ ಯೋಜನಾಧಿಕಾರಿ ಅವರು ಪ್ರಕಟಣೆಯಲ್ಲಿ ತಿಳಿಸಿದ್ದಾರೆ. [296, 936, 513, 1088]
story6-column-1: ಕೋಲಾರ: ಆಗ್ನೇಯ ಪದವೀಧರರ ಕ್ಷೇತ್ರದ ಚುನಾವಣೆಗಳಲ್ಲಿ ನನ್ನನ್ನು ಬೆಂಬಲಿಸಿ, ಜಯಶೀಲರನ್ನಾಗಿ ಮಾಡಿದರೆ ಶಿಕ್ಷಕರು ಮತ್ತು ಪದವೀಧರರ ಸಮಸ್ಯೆಗಳಿಗೆ ಧ್ವನಿಯಾಗಿ ಕೆಲಸ ಮಾಡುತ್ತೇನೆ ಎಂದು ಡಾ.ಕೆ.ನಾಗರಾಜ್ ಮನವಿ ಮಾಡಿದರು. ಜಿಲ್ಲೆಯಾದ್ಯಂತ ಕಾಲೇಜುಗಳಿಗೆ ಭೇಟಿ ನೀಡಿ ಆಗ್ನೇಯ ಪದವೀಧರರ ಕ್ಷೇತ್ರದ ನೋಂದಣಿ ಪತ್ರಗಳನ್ನು ವಿತರಿಸಿ ಮಾತನಾಡಿದರು. [519, 1037, 768, 1154]
section-divider [71, 1438, 1456, 1440]
